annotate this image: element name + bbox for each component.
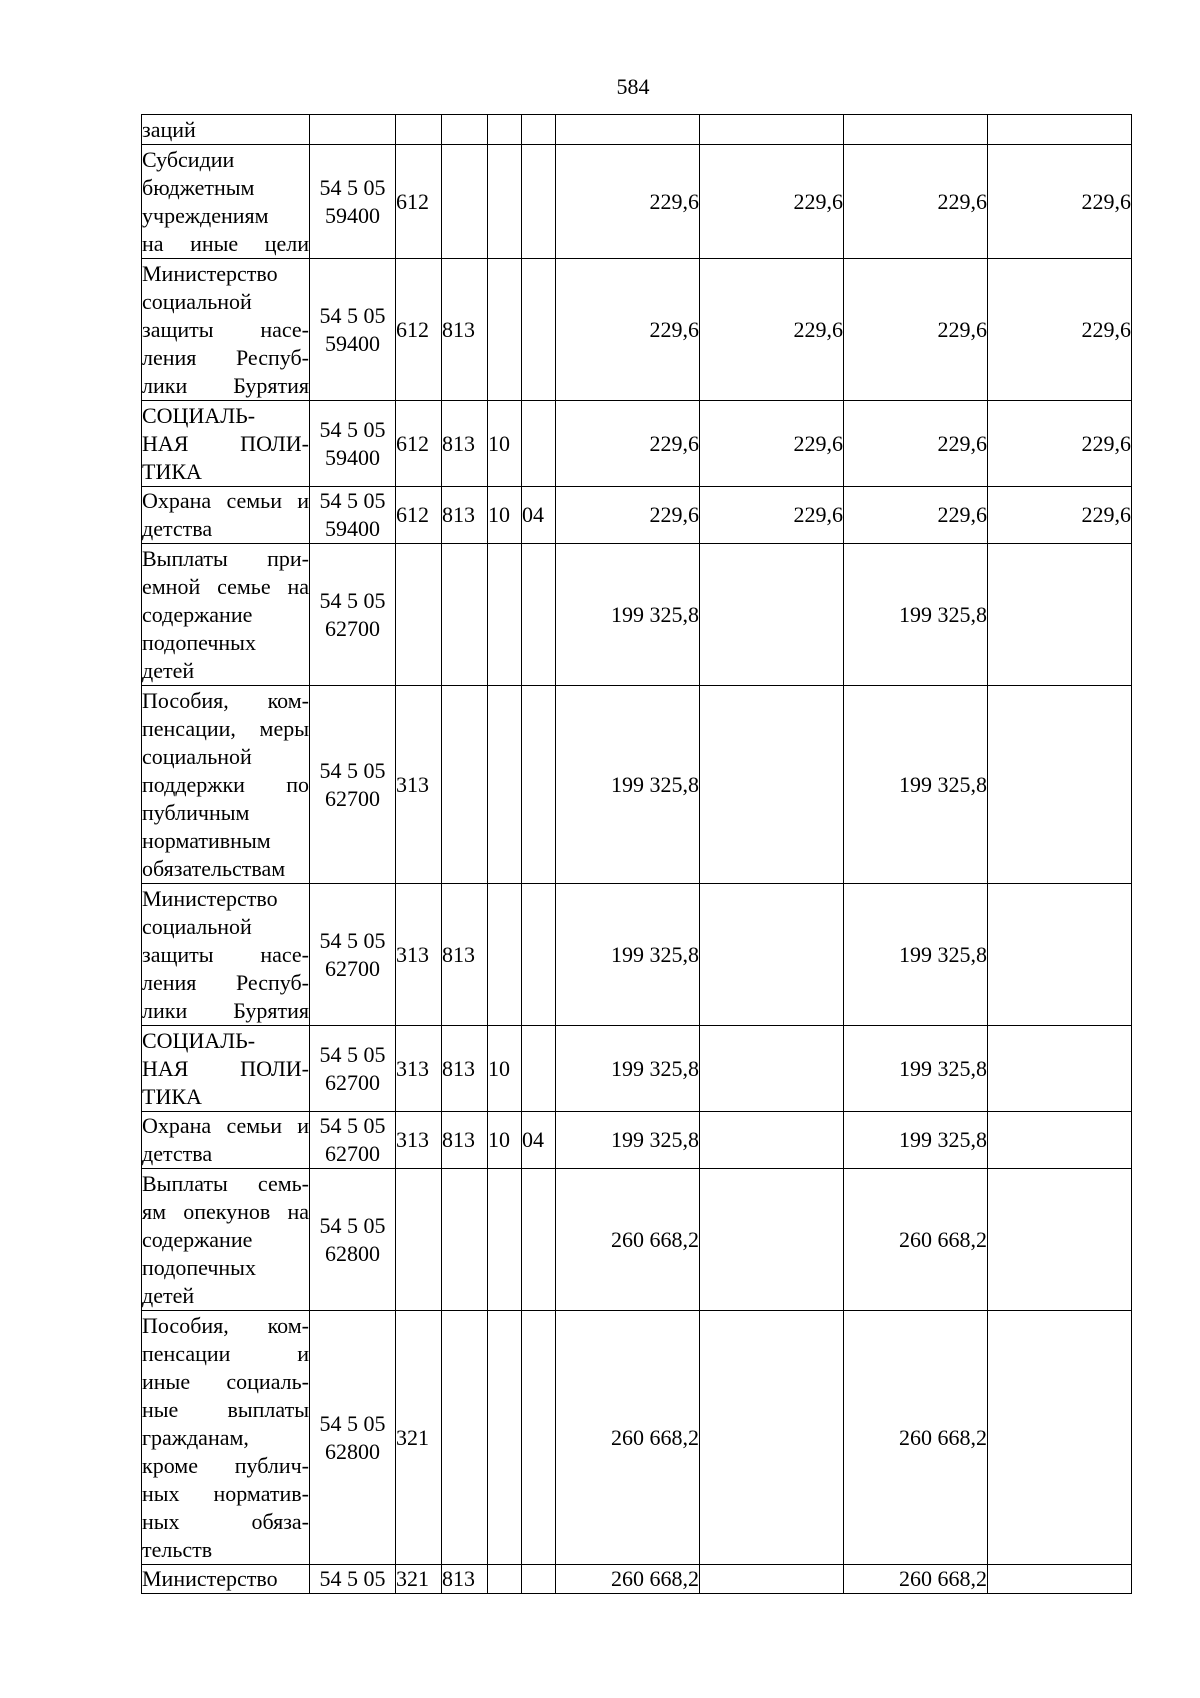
amount-cell-1 — [556, 115, 700, 145]
row-name-line: Пособия, ком- — [142, 687, 309, 713]
amount-cell-2: 229,6 — [700, 401, 844, 487]
amount-cell-4 — [988, 115, 1132, 145]
row-name-line: СОЦИАЛЬ- — [142, 402, 256, 428]
amount-cell-3: 229,6 — [844, 145, 988, 259]
row-name-line: иные социаль- — [142, 1368, 309, 1394]
subsection-cell — [522, 145, 556, 259]
table-row — [142, 884, 1132, 1026]
subsection-cell — [522, 259, 556, 401]
ministry-code-cell: 813 — [442, 1112, 488, 1169]
section-cell — [488, 115, 522, 145]
row-name-line: ям опекунов на — [142, 1198, 309, 1224]
amount-cell-1: 199 325,8 — [556, 686, 700, 884]
row-name-cell — [142, 1311, 310, 1565]
row-name-line: ления Респуб- — [142, 344, 309, 370]
code-cell: 54 5 05 62700 — [310, 884, 396, 1026]
row-name-line: поддержки по — [142, 771, 309, 797]
expense-type-cell: 612 — [396, 487, 442, 544]
row-name-cell — [142, 145, 310, 259]
amount-cell-2 — [700, 1026, 844, 1112]
row-name-line: ных норматив- — [142, 1480, 309, 1506]
budget-table — [141, 114, 1132, 1594]
page-number: 584 — [616, 74, 650, 99]
amount-cell-2 — [700, 1311, 844, 1565]
row-name-line: содержание — [142, 601, 253, 627]
row-name-line: Министерство — [142, 1566, 278, 1591]
amount-cell-3: 260 668,2 — [844, 1311, 988, 1565]
row-name-cell — [142, 884, 310, 1026]
ministry-code-cell — [442, 544, 488, 686]
table-row — [142, 544, 1132, 686]
row-name-line: кроме публич- — [142, 1452, 309, 1478]
amount-cell-3: 199 325,8 — [844, 544, 988, 686]
row-name-line: емной семье на — [142, 573, 309, 599]
amount-cell-3: 199 325,8 — [844, 686, 988, 884]
amount-cell-1: 229,6 — [556, 145, 700, 259]
row-name-line: Охрана семьи и — [142, 488, 309, 513]
amount-cell-2: 229,6 — [700, 145, 844, 259]
ministry-code-cell: 813 — [442, 884, 488, 1026]
amount-cell-3 — [844, 115, 988, 145]
amount-cell-3: 199 325,8 — [844, 884, 988, 1026]
row-name-line: заций — [142, 116, 196, 142]
table-row — [142, 686, 1132, 884]
section-cell — [488, 544, 522, 686]
amount-cell-1: 199 325,8 — [556, 1026, 700, 1112]
code-cell: 54 5 05 62700 — [310, 544, 396, 686]
expense-type-cell: 313 — [396, 884, 442, 1026]
ministry-code-cell: 813 — [442, 1026, 488, 1112]
code-cell: 54 5 05 59400 — [310, 259, 396, 401]
row-name-line: подопечных — [142, 1254, 256, 1280]
expense-type-cell: 612 — [396, 145, 442, 259]
subsection-cell: 04 — [522, 487, 556, 544]
table-row — [142, 1169, 1132, 1311]
ministry-code-cell: 813 — [442, 487, 488, 544]
amount-cell-4 — [988, 1112, 1132, 1169]
section-cell — [488, 1311, 522, 1565]
amount-cell-2 — [700, 115, 844, 145]
row-name-line: Министерство — [142, 260, 278, 286]
row-name-line: ления Респуб- — [142, 969, 309, 995]
table-row — [142, 1026, 1132, 1112]
row-name-cell — [142, 115, 310, 145]
amount-cell-3: 260 668,2 — [844, 1169, 988, 1311]
row-name-line: Выплаты при- — [142, 545, 309, 571]
row-name-line: СОЦИАЛЬ- — [142, 1027, 256, 1053]
amount-cell-3: 199 325,8 — [844, 1026, 988, 1112]
amount-cell-3: 260 668,2 — [844, 1565, 988, 1594]
amount-cell-4 — [988, 544, 1132, 686]
section-cell: 10 — [488, 401, 522, 487]
row-name-line: НАЯ ПОЛИ- — [142, 1055, 309, 1081]
subsection-cell — [522, 1026, 556, 1112]
ministry-code-cell: 813 — [442, 259, 488, 401]
code-cell: 54 5 05 — [310, 1565, 396, 1594]
row-name-line: нормативным — [142, 827, 271, 853]
amount-cell-2 — [700, 1565, 844, 1594]
row-name-line: бюджетным — [142, 174, 255, 200]
ministry-code-cell — [442, 1311, 488, 1565]
row-name-line: ных обяза- — [142, 1508, 309, 1534]
code-cell: 54 5 05 62700 — [310, 686, 396, 884]
amount-cell-4: 229,6 — [988, 487, 1132, 544]
row-name-line: содержание — [142, 1226, 253, 1252]
row-name-line: подопечных — [142, 629, 256, 655]
code-cell: 54 5 05 59400 — [310, 401, 396, 487]
code-cell: 54 5 05 62700 — [310, 1026, 396, 1112]
code-cell: 54 5 05 59400 — [310, 145, 396, 259]
amount-cell-4 — [988, 686, 1132, 884]
section-cell — [488, 1169, 522, 1311]
section-cell: 10 — [488, 1112, 522, 1169]
amount-cell-1: 199 325,8 — [556, 1112, 700, 1169]
table-row — [142, 115, 1132, 145]
row-name-line: Министерство — [142, 885, 278, 911]
expense-type-cell — [396, 115, 442, 145]
table-row — [142, 1311, 1132, 1565]
amount-cell-2 — [700, 1112, 844, 1169]
expense-type-cell: 321 — [396, 1565, 442, 1594]
code-cell — [310, 115, 396, 145]
row-name-line: учреждениям — [142, 202, 269, 228]
ministry-code-cell — [442, 115, 488, 145]
row-name-line: ТИКА — [142, 458, 202, 484]
ministry-code-cell: 813 — [442, 1565, 488, 1594]
row-name-line: ТИКА — [142, 1083, 202, 1109]
row-name-line: тельств — [142, 1536, 213, 1562]
amount-cell-2 — [700, 1169, 844, 1311]
amount-cell-3: 199 325,8 — [844, 1112, 988, 1169]
row-name-cell — [142, 487, 310, 544]
section-cell — [488, 145, 522, 259]
row-name-line: НАЯ ПОЛИ- — [142, 430, 309, 456]
table-row — [142, 1112, 1132, 1169]
amount-cell-1: 260 668,2 — [556, 1311, 700, 1565]
amount-cell-4 — [988, 1169, 1132, 1311]
row-name-line: пенсации, меры — [142, 715, 309, 741]
subsection-cell — [522, 1311, 556, 1565]
row-name-cell — [142, 544, 310, 686]
amount-cell-1: 229,6 — [556, 259, 700, 401]
section-cell — [488, 259, 522, 401]
row-name-line: детства — [142, 516, 213, 541]
row-name-line: пенсации и — [142, 1340, 309, 1366]
subsection-cell — [522, 1565, 556, 1594]
row-name-line: социальной — [142, 288, 252, 314]
row-name-line: защиты насе- — [142, 316, 309, 342]
subsection-cell — [522, 544, 556, 686]
row-name-line: обязательствам — [142, 855, 286, 881]
amount-cell-2 — [700, 884, 844, 1026]
row-name-line: детства — [142, 1141, 213, 1166]
row-name-line: Пособия, ком- — [142, 1312, 309, 1338]
ministry-code-cell — [442, 1169, 488, 1311]
amount-cell-2 — [700, 544, 844, 686]
subsection-cell — [522, 1169, 556, 1311]
code-cell: 54 5 05 59400 — [310, 487, 396, 544]
amount-cell-3: 229,6 — [844, 487, 988, 544]
code-cell: 54 5 05 62800 — [310, 1311, 396, 1565]
row-name-cell — [142, 1169, 310, 1311]
row-name-line: гражданам, — [142, 1424, 249, 1450]
amount-cell-4 — [988, 1565, 1132, 1594]
table-row — [142, 487, 1132, 544]
amount-cell-2 — [700, 686, 844, 884]
section-cell — [488, 686, 522, 884]
row-name-line: защиты насе- — [142, 941, 309, 967]
amount-cell-1: 229,6 — [556, 487, 700, 544]
code-cell: 54 5 05 62700 — [310, 1112, 396, 1169]
row-name-cell — [142, 401, 310, 487]
table-row — [142, 401, 1132, 487]
amount-cell-3: 229,6 — [844, 259, 988, 401]
section-cell: 10 — [488, 487, 522, 544]
expense-type-cell: 321 — [396, 1311, 442, 1565]
amount-cell-3: 229,6 — [844, 401, 988, 487]
amount-cell-1: 229,6 — [556, 401, 700, 487]
expense-type-cell: 313 — [396, 1112, 442, 1169]
expense-type-cell: 612 — [396, 401, 442, 487]
table-row — [142, 259, 1132, 401]
expense-type-cell: 612 — [396, 259, 442, 401]
row-name-line: лики Бурятия — [142, 997, 309, 1023]
row-name-line: публичным — [142, 799, 250, 825]
amount-cell-1: 260 668,2 — [556, 1565, 700, 1594]
row-name-line: детей — [142, 657, 195, 683]
amount-cell-4: 229,6 — [988, 259, 1132, 401]
subsection-cell — [522, 884, 556, 1026]
row-name-cell — [142, 1026, 310, 1112]
row-name-cell — [142, 1112, 310, 1169]
row-name-line: социальной — [142, 913, 252, 939]
expense-type-cell — [396, 1169, 442, 1311]
amount-cell-1: 199 325,8 — [556, 884, 700, 1026]
subsection-cell — [522, 115, 556, 145]
subsection-cell: 04 — [522, 1112, 556, 1169]
section-cell: 10 — [488, 1026, 522, 1112]
row-name-line: социальной — [142, 743, 252, 769]
table-row — [142, 1565, 1132, 1594]
amount-cell-2: 229,6 — [700, 487, 844, 544]
row-name-line: детей — [142, 1282, 195, 1308]
amount-cell-4 — [988, 1311, 1132, 1565]
amount-cell-4 — [988, 884, 1132, 1026]
row-name-line: Субсидии — [142, 146, 235, 172]
subsection-cell — [522, 401, 556, 487]
expense-type-cell: 313 — [396, 686, 442, 884]
row-name-cell — [142, 1565, 310, 1594]
section-cell — [488, 1565, 522, 1594]
ministry-code-cell: 813 — [442, 401, 488, 487]
row-name-cell — [142, 686, 310, 884]
row-name-line: лики Бурятия — [142, 372, 309, 398]
amount-cell-2: 229,6 — [700, 259, 844, 401]
row-name-line: ные выплаты — [142, 1396, 309, 1422]
table-row — [142, 145, 1132, 259]
expense-type-cell: 313 — [396, 1026, 442, 1112]
amount-cell-4: 229,6 — [988, 401, 1132, 487]
code-cell: 54 5 05 62800 — [310, 1169, 396, 1311]
row-name-line: Выплаты семь- — [142, 1170, 309, 1196]
section-cell — [488, 884, 522, 1026]
amount-cell-4 — [988, 1026, 1132, 1112]
table-body — [142, 115, 1132, 1594]
ministry-code-cell — [442, 145, 488, 259]
expense-type-cell — [396, 544, 442, 686]
row-name-line: Охрана семьи и — [142, 1113, 309, 1138]
amount-cell-1: 199 325,8 — [556, 544, 700, 686]
amount-cell-4: 229,6 — [988, 145, 1132, 259]
amount-cell-1: 260 668,2 — [556, 1169, 700, 1311]
subsection-cell — [522, 686, 556, 884]
row-name-cell — [142, 259, 310, 401]
ministry-code-cell — [442, 686, 488, 884]
row-name-line: на иные цели — [142, 230, 309, 256]
